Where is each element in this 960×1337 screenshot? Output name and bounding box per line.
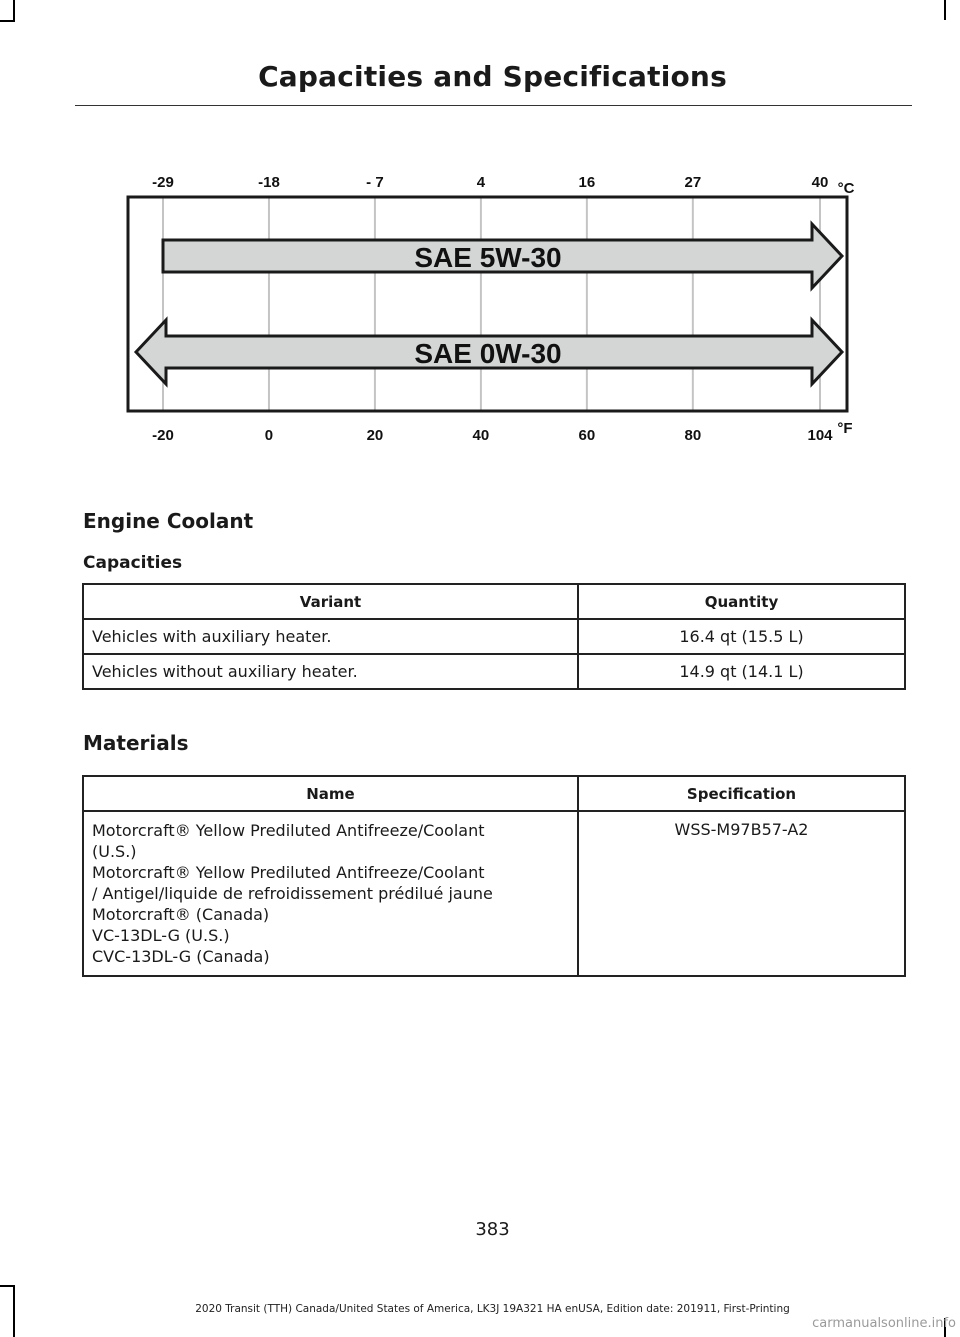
material-name-line: Motorcraft® (Canada) bbox=[92, 905, 270, 924]
fahrenheit-tick-label: 60 bbox=[578, 427, 596, 444]
range-arrow-label: SAE 5W-30 bbox=[414, 242, 562, 273]
fahrenheit-tick-label: 20 bbox=[366, 427, 384, 444]
page-title: Capacities and Specifications bbox=[258, 60, 727, 93]
oil-viscosity-chart bbox=[0, 150, 960, 460]
fahrenheit-tick-label: -20 bbox=[152, 427, 174, 444]
table-row bbox=[83, 811, 905, 976]
table-header-specification: Specification bbox=[578, 776, 905, 811]
celsius-tick-label: 16 bbox=[578, 174, 596, 191]
page-number: 383 bbox=[475, 1219, 510, 1240]
table-row bbox=[83, 654, 905, 689]
table-header-quantity: Quantity bbox=[578, 584, 905, 619]
fahrenheit-tick-label: 40 bbox=[472, 427, 490, 444]
crop-mark-top-left-h bbox=[0, 20, 15, 22]
material-name-line: Motorcraft® Yellow Prediluted Antifreeze/Coolant bbox=[92, 821, 485, 840]
table-cell-specification: WSS-M97B57-A2 bbox=[578, 811, 905, 976]
materials-heading: Materials bbox=[83, 731, 189, 755]
celsius-unit-label: °C bbox=[837, 180, 855, 197]
coolant-capacities-table bbox=[82, 583, 906, 690]
capacities-heading: Capacities bbox=[83, 553, 183, 573]
fahrenheit-tick-label: 104 bbox=[807, 427, 833, 444]
table-cell-name bbox=[83, 811, 578, 976]
celsius-tick-label: 27 bbox=[684, 174, 702, 191]
crop-mark-top-right bbox=[944, 0, 946, 20]
fahrenheit-tick-label: 80 bbox=[684, 427, 702, 444]
fahrenheit-tick-label: 0 bbox=[264, 427, 274, 444]
material-name-line: CVC-13DL-G (Canada) bbox=[92, 947, 270, 966]
celsius-tick-label: -29 bbox=[152, 174, 174, 191]
material-name-line: VC-13DL-G (U.S.) bbox=[92, 926, 230, 945]
table-cell-variant: Vehicles with auxiliary heater. bbox=[83, 619, 578, 654]
table-header-row bbox=[83, 776, 905, 811]
range-arrow-label: SAE 0W-30 bbox=[414, 338, 562, 369]
table-header-row bbox=[83, 584, 905, 619]
coolant-materials-table bbox=[82, 775, 906, 977]
material-name-line: / Antigel/liquide de refroidissement prédilué jaune bbox=[92, 884, 493, 903]
celsius-tick-label: - 7 bbox=[366, 174, 384, 191]
celsius-tick-label: 4 bbox=[476, 174, 486, 191]
fahrenheit-unit-label: °F bbox=[837, 420, 853, 437]
table-row bbox=[83, 619, 905, 654]
footer-edition-info: 2020 Transit (TTH) Canada/United States of America, LK3J 19A321 HA enUSA, Edition date: 201911, First-Printing bbox=[195, 1303, 790, 1315]
table-header-name: Name bbox=[83, 776, 578, 811]
crop-mark-bottom-left-h bbox=[0, 1285, 15, 1287]
table-cell-variant: Vehicles without auxiliary heater. bbox=[83, 654, 578, 689]
crop-mark-top-left bbox=[13, 0, 15, 20]
title-divider bbox=[75, 105, 912, 106]
celsius-tick-label: 40 bbox=[811, 174, 829, 191]
watermark: carmanualsonline.info bbox=[812, 1316, 956, 1331]
chart-frame bbox=[128, 197, 847, 411]
engine-coolant-heading: Engine Coolant bbox=[83, 509, 254, 533]
table-cell-quantity: 16.4 qt (15.5 L) bbox=[578, 619, 905, 654]
material-name-line: (U.S.) bbox=[92, 842, 137, 861]
celsius-tick-label: -18 bbox=[258, 174, 280, 191]
table-header-variant: Variant bbox=[83, 584, 578, 619]
material-name-line: Motorcraft® Yellow Prediluted Antifreeze/Coolant bbox=[92, 863, 485, 882]
table-cell-quantity: 14.9 qt (14.1 L) bbox=[578, 654, 905, 689]
